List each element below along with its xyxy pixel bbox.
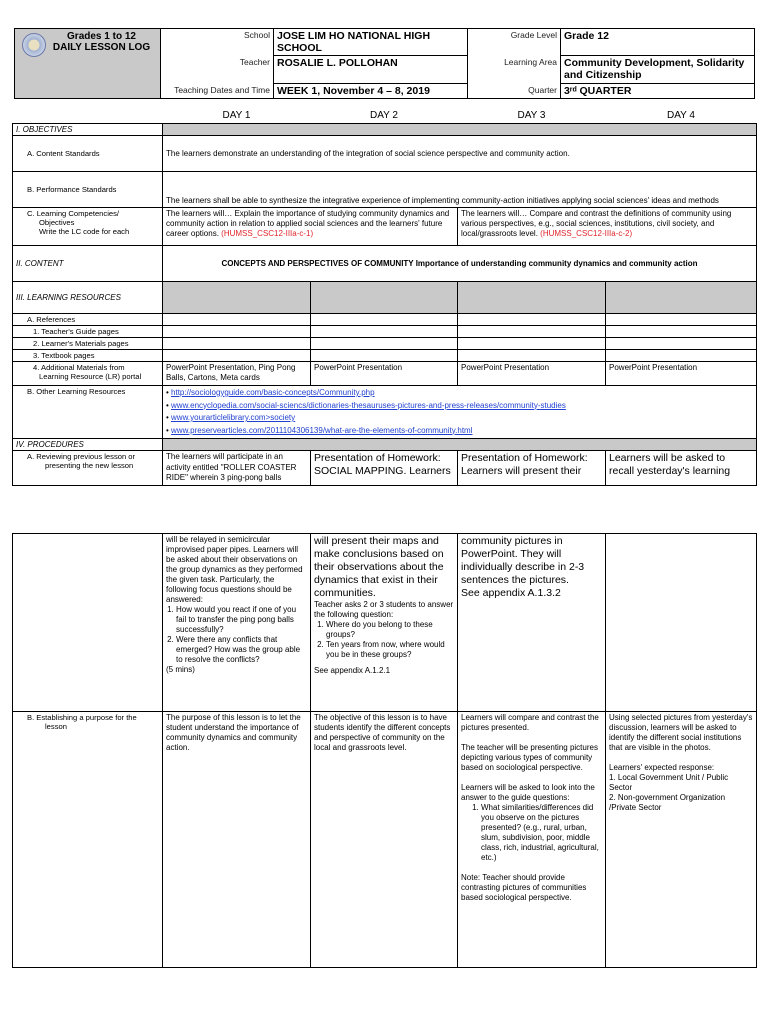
performance-standards-label: B. Performance Standards <box>13 172 163 208</box>
teachers-guide-label: 1. Teacher's Guide pages <box>13 326 163 338</box>
resources-title: III. LEARNING RESOURCES <box>13 282 163 314</box>
additional-materials-label: 4. Additional Materials from Learning Resource (LR) portal <box>13 362 163 386</box>
purpose-label: B. Establishing a purpose for the lesson <box>13 712 163 968</box>
quarter-value: 3ʳᵈ QUARTER <box>561 84 755 99</box>
textbook-label: 3. Textbook pages <box>13 350 163 362</box>
resource-link-1[interactable]: http://sociologyguide.com/basic-concepts/Community.php <box>171 388 375 397</box>
learners-materials-label: 2. Learner's Materials pages <box>13 338 163 350</box>
grade-level-value: Grade 12 <box>561 29 755 56</box>
deped-seal-icon <box>22 33 46 57</box>
materials-day-4: PowerPoint Presentation <box>606 362 757 386</box>
learning-area-value: Community Development, Solidarity and Citizenship <box>561 56 755 84</box>
other-resources-label: B. Other Learning Resources <box>13 386 163 439</box>
reviewing-day-3: Presentation of Homework: Learners will present their <box>458 451 606 486</box>
resource-link-3[interactable]: www.yourarticlelibrary.com>society <box>171 413 296 422</box>
header-table <box>14 28 755 99</box>
references-label: A. References <box>13 314 163 326</box>
content-title: II. CONTENT <box>13 246 163 282</box>
day-4-header: DAY 4 <box>667 110 695 121</box>
resource-link-2[interactable]: www.encyclopedia.com/social-sciencs/dictionaries-thesauruses-pictures-and-press-releases/community-studies <box>171 400 566 410</box>
materials-day-3: PowerPoint Presentation <box>458 362 606 386</box>
grades-label: Grades 1 to 12 <box>67 31 136 42</box>
lesson-table-continued <box>12 533 757 968</box>
reviewing-day-2: Presentation of Homework: SOCIAL MAPPING. Learners <box>311 451 458 486</box>
header-title-cell <box>15 29 161 99</box>
resource-link-4[interactable]: www.preservearticles.com/2011104306139/what-are-the-elements-of-community.html <box>171 425 473 435</box>
procedures-title: IV. PROCEDURES <box>13 439 163 451</box>
competencies-label: C. Learning Competencies/ Objectives Write the LC code for each <box>13 208 163 246</box>
purpose-day-1: The purpose of this lesson is to let the student understand the importance of community dynamics and community action. <box>163 712 311 968</box>
purpose-day-3: Learners will compare and contrast the pictures presented. The teacher will be presenting pictures depicting various types of community based on sociological perspective. Learners will be asked to look into the answer to the guide questions: 1. What similarities/differences did you observe on the pictures presented? (e.g., rural, urban, slum, subdivision, poor, middle class, rich, industrial, agricultural, etc.) Note: Teacher should provide contrasting pictures of communities based sociological perspective. <box>458 712 606 968</box>
reviewing-day-1: The learners will participate in an activity entitled "ROLLER COASTER RIDE" wherein 3 ping-pong balls <box>163 451 311 486</box>
lesson-table <box>12 107 757 486</box>
materials-day-1: PowerPoint Presentation, Ping Pong Balls, Cartons, Meta cards <box>163 362 311 386</box>
other-resources-links: • http://sociologyguide.com/basic-concepts/Community.php • www.encyclopedia.com/social-sciencs/dictionaries-thesauruses-pictures-and-press-releases/community-studies • www.yourarticlelibrary.com>society • www.preservearticles.com/2011104306139/what-are-the-elements-of-community.html <box>163 386 757 439</box>
dll-label: DAILY LESSON LOG <box>52 42 151 53</box>
dates-label: Teaching Dates and Time <box>161 84 274 99</box>
competency-day-1-2: The learners will… Explain the importance of studying community dynamics and community action in relation to applied social sciences and the learners' future career options. (HUMSS_CSC12-IIIa-c-1) <box>163 208 458 246</box>
purpose-day-2: The objective of this lesson is to have students identify the different concepts and perspective of community on the local and grassroots level. <box>311 712 458 968</box>
teacher-value: ROSALIE L. POLLOHAN <box>274 56 468 84</box>
quarter-label: Quarter <box>468 84 561 99</box>
school-value: JOSE LIM HO NATIONAL HIGH SCHOOL <box>274 29 468 56</box>
reviewing-day-3-cont: community pictures in PowerPoint. They will individually describe in 2-3 sentences the pictures. See appendix A.1.3.2 <box>458 534 606 712</box>
day-2-header: DAY 2 <box>370 110 398 121</box>
grade-level-label: Grade Level <box>468 29 561 56</box>
content-text: CONCEPTS AND PERSPECTIVES OF COMMUNITY Importance of understanding community dynamics and community action <box>163 246 757 282</box>
materials-day-2: PowerPoint Presentation <box>311 362 458 386</box>
performance-standards-text: The learners shall be able to synthesize the integrative experience of implementing community-action initiatives applying social sciences' ideas and methods <box>163 172 757 208</box>
learning-area-label: Learning Area <box>468 56 561 84</box>
objectives-title: I. OBJECTIVES <box>13 124 163 136</box>
day-3-header: DAY 3 <box>517 110 546 121</box>
teacher-label: Teacher <box>161 56 274 84</box>
school-label: School <box>161 29 274 56</box>
page-2 <box>0 533 768 968</box>
reviewing-day-1-cont: will be relayed in semicircular improvised paper pipes. Learners will be asked about their observations on the group dynamics as they performed the given task. Particularly, the following focus questions should be answered: 1. How would you react if one of you fail to transfer the ping pong balls successfully? 2. Were there any conflicts that emerged? How was the group able to resolve the conflicts? (5 mins) <box>163 534 311 712</box>
dates-value: WEEK 1, November 4 – 8, 2019 <box>274 84 468 99</box>
reviewing-label: A. Reviewing previous lesson or presenting the new lesson <box>13 451 163 486</box>
reviewing-day-4: Learners will be asked to recall yesterday's learning <box>606 451 757 486</box>
content-standards-label: A. Content Standards <box>13 136 163 172</box>
purpose-day-4: Using selected pictures from yesterday's discussion, learners will be asked to identify the different social institutions that are visible in the photos. Learners' expected response: 1. Local Government Unit / Public Sector 2. Non-government Organization /Private Sector <box>606 712 757 968</box>
reviewing-day-2-cont: will present their maps and make conclusions based on their observations about the dynamics that exist in their communities. Teacher asks 2 or 3 students to answer the following question: 1. Where do you belong to these groups? 2. Ten years from now, where would you be in these groups? See appendix A.1.2.1 <box>311 534 458 712</box>
day-1-header: DAY 1 <box>222 110 251 121</box>
content-standards-text: The learners demonstrate an understanding of the integration of social science perspective and community action. <box>163 136 757 172</box>
competency-day-3-4: The learners will… Compare and contrast the definitions of community using various perspectives, e.g., social sciences, institutions, civil society, and local/grassroots level. (HUMSS_CSC12-IIIa-c-2) <box>458 208 757 246</box>
page-1 <box>0 28 768 486</box>
